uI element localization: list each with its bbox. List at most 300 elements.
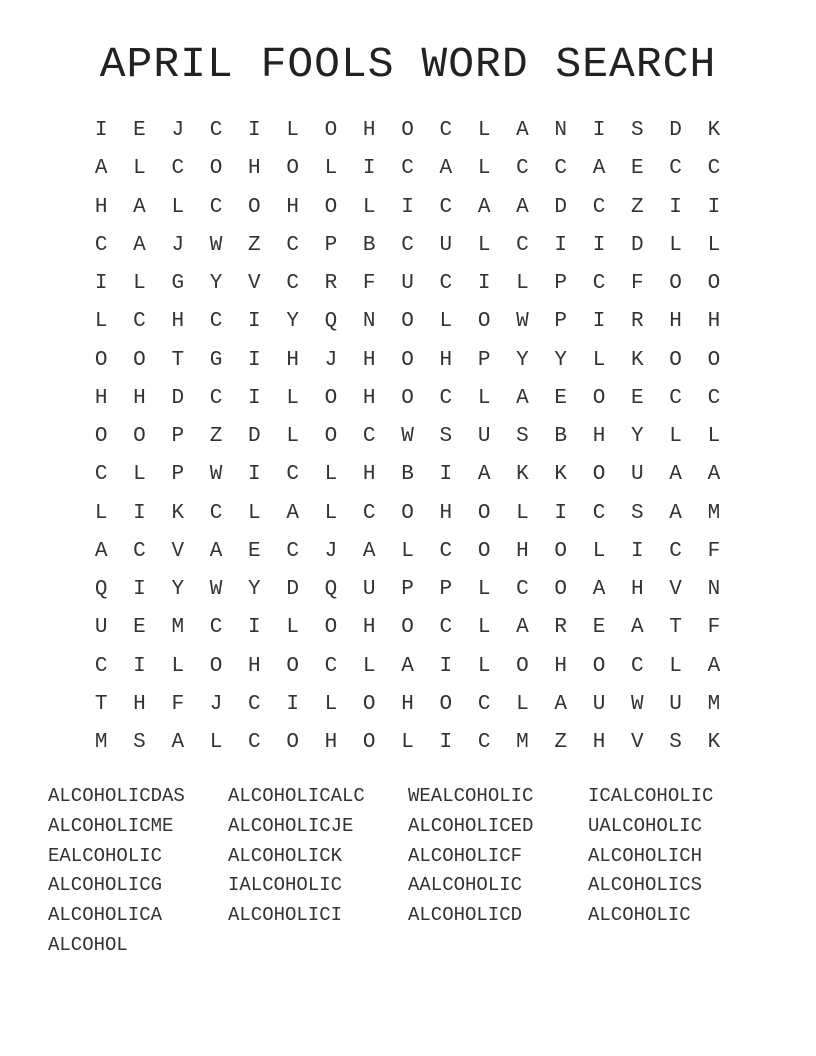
grid-letter[interactable]: P	[171, 463, 185, 487]
grid-letter[interactable]: L	[362, 195, 376, 219]
grid-letter[interactable]: F	[631, 272, 644, 295]
grid-letter[interactable]: L	[477, 157, 491, 181]
grid-letter[interactable]: Z	[554, 731, 568, 754]
grid-letter[interactable]: O	[324, 425, 338, 448]
grid-letter[interactable]: N	[554, 119, 568, 142]
grid-letter[interactable]: S	[669, 731, 682, 754]
grid-letter[interactable]: H	[286, 348, 299, 372]
grid-letter[interactable]: A	[554, 692, 568, 716]
grid-letter[interactable]: A	[477, 195, 491, 219]
grid-letter[interactable]: U	[362, 578, 376, 601]
grid-letter[interactable]: A	[94, 539, 108, 563]
word-list-item: ALCOHOLICG	[48, 874, 163, 897]
grid-letter[interactable]: D	[248, 425, 261, 448]
grid-letter[interactable]: C	[669, 539, 682, 563]
grid-letter[interactable]: S	[133, 731, 146, 754]
word-list-item: ALCOHOLICD	[408, 904, 523, 927]
grid-letter[interactable]: O	[94, 425, 108, 448]
grid-letter[interactable]: C	[248, 692, 261, 716]
grid-letter[interactable]: O	[707, 272, 721, 295]
grid-letter[interactable]: E	[592, 616, 606, 640]
grid-letter[interactable]: C	[362, 501, 376, 525]
grid-letter[interactable]: O	[439, 692, 453, 716]
grid-letter[interactable]: C	[286, 233, 299, 257]
grid-letter[interactable]: O	[401, 501, 414, 525]
grid-letter[interactable]: L	[171, 654, 185, 678]
grid-letter[interactable]: A	[94, 157, 108, 181]
grid-letter[interactable]: A	[592, 578, 606, 601]
grid-letter[interactable]: C	[94, 463, 108, 487]
grid-letter[interactable]: C	[439, 386, 453, 410]
grid-letter[interactable]: O	[286, 157, 299, 181]
grid-letter[interactable]: P	[439, 578, 453, 601]
grid-letter[interactable]: A	[362, 539, 376, 563]
grid-letter[interactable]: I	[592, 310, 606, 334]
grid-letter[interactable]: L	[94, 501, 108, 525]
grid-letter[interactable]: L	[133, 157, 146, 181]
word-list-item: ALCOHOLICJE	[228, 814, 354, 837]
grid-letter[interactable]: A	[707, 463, 721, 487]
grid-letter[interactable]: L	[477, 119, 491, 142]
word-list	[48, 782, 768, 961]
grid-letter[interactable]: O	[401, 310, 414, 334]
grid-letter[interactable]: W	[401, 425, 414, 448]
grid-letter[interactable]: L	[477, 616, 491, 640]
grid-letter[interactable]: L	[669, 233, 682, 257]
grid-letter[interactable]: C	[133, 539, 146, 563]
grid-letter[interactable]: S	[516, 425, 529, 448]
grid-letter[interactable]: I	[439, 654, 453, 678]
grid-letter[interactable]: C	[439, 616, 453, 640]
grid-letter[interactable]: W	[631, 692, 644, 716]
grid-letter[interactable]: O	[592, 654, 606, 678]
grid-letter[interactable]: E	[631, 157, 644, 181]
grid-letter[interactable]: L	[133, 272, 146, 295]
grid-letter[interactable]: L	[209, 731, 223, 754]
grid-letter[interactable]: H	[248, 157, 261, 181]
grid-letter[interactable]: B	[401, 463, 414, 487]
grid-letter[interactable]: O	[477, 501, 491, 525]
grid-letter[interactable]: T	[94, 692, 108, 716]
grid-letter[interactable]: D	[669, 119, 682, 142]
grid-letter[interactable]: R	[324, 272, 338, 295]
grid-letter[interactable]: C	[209, 310, 223, 334]
grid-letter[interactable]: M	[171, 616, 185, 640]
grid-letter[interactable]: E	[133, 119, 146, 142]
grid-letter[interactable]: C	[439, 195, 453, 219]
grid-letter[interactable]: C	[401, 233, 414, 257]
grid-letter[interactable]: G	[209, 348, 223, 372]
grid-letter[interactable]: H	[362, 386, 376, 410]
grid-letter[interactable]: H	[94, 195, 108, 219]
grid-letter[interactable]: I	[362, 157, 376, 181]
grid-letter[interactable]: C	[209, 386, 223, 410]
grid-letter[interactable]: C	[707, 386, 721, 410]
grid-letter[interactable]: T	[669, 616, 682, 640]
grid-letter[interactable]: O	[209, 654, 223, 678]
grid-letter[interactable]: O	[669, 272, 682, 295]
grid-letter[interactable]: L	[286, 119, 299, 142]
word-list-item: ALCOHOLICME	[48, 814, 174, 837]
grid-letter[interactable]: M	[94, 731, 108, 754]
grid-letter[interactable]: L	[707, 233, 721, 257]
grid-letter[interactable]: P	[401, 578, 414, 601]
grid-letter[interactable]: H	[248, 654, 261, 678]
grid-letter[interactable]: A	[171, 731, 185, 754]
grid-letter[interactable]: I	[477, 272, 491, 295]
grid-letter[interactable]: L	[477, 386, 491, 410]
grid-letter[interactable]: P	[324, 233, 338, 257]
grid-letter[interactable]: N	[707, 578, 721, 601]
grid-letter[interactable]: L	[669, 425, 682, 448]
grid-letter[interactable]: W	[516, 310, 529, 334]
grid-letter[interactable]: I	[133, 501, 146, 525]
grid-letter[interactable]: I	[94, 272, 108, 295]
grid-letter[interactable]: C	[362, 425, 376, 448]
grid-letter[interactable]: K	[554, 463, 568, 487]
grid-letter[interactable]: C	[209, 195, 223, 219]
grid-letter[interactable]: L	[324, 463, 338, 487]
grid-letter[interactable]: L	[401, 731, 414, 754]
grid-letter[interactable]: I	[554, 233, 568, 257]
grid-letter[interactable]: S	[439, 425, 453, 448]
grid-letter[interactable]: K	[707, 731, 721, 754]
grid-letter[interactable]: F	[707, 616, 721, 640]
grid-letter[interactable]: E	[133, 616, 146, 640]
grid-letter[interactable]: D	[171, 386, 185, 410]
grid-letter[interactable]: L	[286, 386, 299, 410]
grid-letter[interactable]: O	[554, 539, 568, 563]
grid-letter[interactable]: O	[209, 157, 223, 181]
grid-letter[interactable]: C	[516, 578, 529, 601]
grid-letter[interactable]: A	[286, 501, 299, 525]
grid-letter[interactable]: H	[324, 731, 338, 754]
grid-letter[interactable]: J	[209, 692, 223, 716]
grid-letter[interactable]: L	[286, 616, 299, 640]
word-list-item: ALCOHOLICALC	[228, 785, 365, 807]
grid-letter[interactable]: C	[171, 157, 185, 181]
grid-letter[interactable]: V	[248, 272, 261, 295]
grid-letter[interactable]: O	[324, 119, 338, 142]
grid-letter[interactable]: M	[516, 731, 529, 754]
grid-letter[interactable]: S	[631, 501, 644, 525]
grid-letter[interactable]: H	[707, 310, 721, 334]
grid-letter[interactable]: O	[94, 348, 108, 372]
grid-letter[interactable]: D	[554, 195, 568, 219]
grid-letter[interactable]: L	[324, 157, 338, 181]
grid-letter[interactable]: I	[248, 386, 261, 410]
grid-letter[interactable]: I	[439, 731, 453, 754]
grid-letter[interactable]: Q	[324, 578, 338, 601]
grid-letter[interactable]: H	[631, 578, 644, 601]
grid-letter[interactable]: D	[631, 233, 644, 257]
grid-letter[interactable]: O	[669, 348, 682, 372]
grid-letter[interactable]: I	[248, 463, 261, 487]
grid-letter[interactable]: C	[94, 654, 108, 678]
grid-letter[interactable]: T	[171, 348, 185, 372]
grid-letter[interactable]: V	[171, 539, 185, 563]
grid-letter[interactable]: Z	[209, 425, 223, 448]
grid-letter[interactable]: Y	[516, 348, 529, 372]
grid-letter[interactable]: U	[401, 272, 414, 295]
grid-letter[interactable]: O	[362, 692, 376, 716]
grid-letter[interactable]: I	[401, 195, 414, 219]
grid-letter[interactable]: L	[133, 463, 146, 487]
grid-letter[interactable]: A	[707, 654, 721, 678]
grid-letter[interactable]: B	[362, 233, 376, 257]
grid-letter[interactable]: L	[362, 654, 376, 678]
grid-letter[interactable]: H	[171, 310, 185, 334]
grid-letter[interactable]: A	[669, 501, 682, 525]
grid-letter[interactable]: C	[209, 501, 223, 525]
grid-letter[interactable]: V	[631, 731, 644, 754]
grid-letter[interactable]: N	[362, 310, 376, 334]
grid-letter[interactable]: O	[401, 119, 414, 142]
grid-letter[interactable]: C	[248, 731, 261, 754]
grid-letter[interactable]: J	[324, 539, 338, 563]
word-list-item: ALCOHOLIC	[588, 904, 691, 927]
grid-letter[interactable]: M	[707, 692, 721, 716]
grid-letter[interactable]: C	[669, 386, 682, 410]
grid-letter[interactable]: A	[133, 195, 146, 219]
grid-letter[interactable]: A	[631, 616, 644, 640]
grid-letter[interactable]: C	[324, 654, 338, 678]
grid-letter[interactable]: H	[516, 539, 529, 563]
grid-letter[interactable]: A	[516, 195, 529, 219]
grid-letter[interactable]: O	[477, 539, 491, 563]
grid-letter[interactable]: A	[477, 463, 491, 487]
grid-letter[interactable]: H	[133, 692, 146, 716]
grid-letter[interactable]: U	[592, 692, 606, 716]
grid-letter[interactable]: H	[439, 348, 453, 372]
grid-letter[interactable]: M	[707, 501, 721, 525]
grid-letter[interactable]: C	[94, 233, 108, 257]
grid-letter[interactable]: P	[477, 348, 491, 372]
grid-letter[interactable]: H	[669, 310, 682, 334]
grid-letter[interactable]: L	[669, 654, 682, 678]
grid-letter[interactable]: I	[707, 195, 721, 219]
grid-letter[interactable]: L	[477, 233, 491, 257]
grid-letter[interactable]: Y	[554, 348, 568, 372]
grid-letter[interactable]: I	[631, 539, 644, 563]
grid-letter[interactable]: A	[133, 233, 146, 257]
grid-letter[interactable]: H	[554, 654, 568, 678]
grid-letter[interactable]: H	[362, 616, 376, 640]
grid-letter[interactable]: I	[592, 119, 606, 142]
grid-letter[interactable]: O	[554, 578, 568, 601]
grid-letter[interactable]: C	[209, 616, 223, 640]
grid-letter[interactable]: H	[94, 386, 108, 410]
grid-letter[interactable]: P	[554, 272, 568, 295]
grid-letter[interactable]: H	[401, 692, 414, 716]
grid-letter[interactable]: G	[171, 272, 185, 295]
grid-letter[interactable]: Q	[94, 578, 108, 601]
grid-letter[interactable]: H	[592, 731, 606, 754]
grid-letter[interactable]: L	[707, 425, 721, 448]
grid-letter[interactable]: U	[477, 425, 491, 448]
grid-letter[interactable]: O	[707, 348, 721, 372]
grid-letter[interactable]: U	[669, 692, 682, 716]
grid-letter[interactable]: J	[171, 119, 185, 142]
grid-letter[interactable]: C	[592, 501, 606, 525]
grid-letter[interactable]: Z	[248, 233, 261, 257]
grid-letter[interactable]: E	[554, 386, 568, 410]
grid-letter[interactable]: U	[94, 616, 108, 640]
grid-letter[interactable]: O	[362, 731, 376, 754]
grid-letter[interactable]: O	[286, 654, 299, 678]
grid-letter[interactable]: Y	[171, 578, 185, 601]
grid-letter[interactable]: C	[631, 654, 644, 678]
grid-letter[interactable]: O	[324, 616, 338, 640]
word-list-item: ICALCOHOLIC	[588, 785, 714, 807]
grid-letter[interactable]: R	[554, 616, 568, 640]
grid-letter[interactable]: C	[439, 539, 453, 563]
grid-letter[interactable]: E	[248, 539, 261, 563]
grid-letter[interactable]: O	[401, 616, 414, 640]
grid-letter[interactable]: C	[592, 272, 606, 295]
grid-letter[interactable]: W	[209, 578, 223, 601]
grid-letter[interactable]: O	[592, 386, 606, 410]
grid-letter[interactable]: Z	[631, 195, 644, 219]
grid-letter[interactable]: F	[362, 272, 376, 295]
grid-letter[interactable]: K	[631, 348, 644, 372]
grid-letter[interactable]: I	[669, 195, 682, 219]
grid-letter[interactable]: C	[516, 233, 529, 257]
grid-letter[interactable]: I	[248, 119, 261, 142]
grid-letter[interactable]: C	[669, 157, 682, 181]
grid-letter[interactable]: O	[324, 195, 338, 219]
grid-letter[interactable]: L	[477, 578, 491, 601]
grid-letter[interactable]: C	[439, 272, 453, 295]
grid-letter[interactable]: C	[401, 157, 414, 181]
grid-letter[interactable]: O	[133, 425, 146, 448]
grid-letter[interactable]: C	[477, 692, 491, 716]
grid-letter[interactable]: I	[592, 233, 606, 257]
grid-letter[interactable]: L	[516, 692, 529, 716]
grid-letter[interactable]: I	[554, 501, 568, 525]
grid-letter[interactable]: O	[286, 731, 299, 754]
grid-letter[interactable]: H	[286, 195, 299, 219]
grid-letter[interactable]: I	[133, 654, 146, 678]
grid-letter[interactable]: I	[248, 616, 261, 640]
grid-letter[interactable]: A	[401, 654, 414, 678]
grid-letter[interactable]: D	[286, 578, 299, 601]
grid-letter[interactable]: L	[516, 272, 529, 295]
grid-letter[interactable]: C	[286, 539, 299, 563]
grid-letter[interactable]: H	[439, 501, 453, 525]
grid-letter[interactable]: O	[324, 386, 338, 410]
grid-letter[interactable]: L	[592, 539, 606, 563]
grid-letter[interactable]: A	[516, 386, 529, 410]
grid-letter[interactable]: O	[516, 654, 529, 678]
grid-letter[interactable]: L	[171, 195, 185, 219]
grid-letter[interactable]: I	[248, 348, 261, 372]
grid-letter[interactable]: A	[209, 539, 223, 563]
grid-letter[interactable]: L	[324, 501, 338, 525]
grid-letter[interactable]: V	[669, 578, 682, 601]
grid-letter[interactable]: C	[286, 272, 299, 295]
grid-letter[interactable]: U	[631, 463, 644, 487]
grid-letter[interactable]: L	[286, 425, 299, 448]
grid-letter[interactable]: A	[516, 119, 529, 142]
grid-letter[interactable]: J	[171, 233, 185, 257]
grid-letter[interactable]: A	[669, 463, 682, 487]
grid-letter[interactable]: Q	[324, 310, 338, 334]
grid-letter[interactable]: C	[133, 310, 146, 334]
grid-letter[interactable]: H	[362, 348, 376, 372]
grid-letter[interactable]: K	[707, 119, 721, 142]
grid-letter[interactable]: C	[516, 157, 529, 181]
grid-letter[interactable]: P	[171, 425, 185, 448]
grid-letter[interactable]: I	[286, 692, 299, 716]
grid-letter[interactable]: R	[631, 310, 644, 334]
grid-letter[interactable]: E	[631, 386, 644, 410]
grid-letter[interactable]: C	[286, 463, 299, 487]
grid-letter[interactable]: Y	[248, 578, 261, 601]
grid-letter[interactable]: L	[94, 310, 108, 334]
grid-letter[interactable]: L	[516, 501, 529, 525]
grid-letter[interactable]: C	[554, 157, 568, 181]
grid-letter[interactable]: Y	[631, 425, 644, 448]
grid-letter[interactable]: S	[631, 119, 644, 142]
grid-letter[interactable]: B	[554, 425, 568, 448]
grid-letter[interactable]: W	[209, 233, 223, 257]
grid-letter[interactable]: K	[516, 463, 529, 487]
grid-letter[interactable]: I	[248, 310, 261, 334]
grid-letter[interactable]: K	[171, 501, 185, 525]
grid-letter[interactable]: O	[133, 348, 146, 372]
grid-letter[interactable]: P	[554, 310, 568, 334]
grid-letter[interactable]: L	[477, 654, 491, 678]
grid-letter[interactable]: O	[477, 310, 491, 334]
word-list-item: ALCOHOLICH	[588, 844, 703, 867]
grid-letter[interactable]: I	[439, 463, 453, 487]
grid-letter[interactable]: C	[209, 119, 223, 142]
grid-letter[interactable]: W	[209, 463, 223, 487]
grid-letter[interactable]: O	[401, 386, 414, 410]
grid-letter[interactable]: A	[516, 616, 529, 640]
grid-letter[interactable]: L	[439, 310, 453, 334]
grid-letter[interactable]: O	[592, 463, 606, 487]
grid-letter[interactable]: Y	[286, 310, 299, 334]
grid-letter[interactable]: U	[439, 233, 453, 257]
grid-letter[interactable]: H	[133, 386, 146, 410]
grid-letter[interactable]: L	[248, 501, 261, 525]
grid-letter[interactable]: I	[133, 578, 146, 601]
word-list-item: IALCOHOLIC	[228, 874, 343, 897]
grid-letter[interactable]: O	[401, 348, 414, 372]
grid-letter[interactable]: C	[592, 195, 606, 219]
grid-letter[interactable]: H	[362, 463, 376, 487]
grid-letter[interactable]: C	[477, 731, 491, 754]
grid-letter[interactable]: I	[94, 119, 108, 142]
grid-letter[interactable]: C	[707, 157, 721, 181]
grid-letter[interactable]: L	[401, 539, 414, 563]
grid-letter[interactable]: H	[362, 119, 376, 142]
grid-letter[interactable]: F	[707, 539, 721, 563]
grid-letter[interactable]: A	[592, 157, 606, 181]
grid-letter[interactable]: H	[592, 425, 606, 448]
grid-letter[interactable]: A	[439, 157, 453, 181]
grid-letter[interactable]: J	[324, 348, 338, 372]
grid-letter[interactable]: L	[592, 348, 606, 372]
grid-letter[interactable]: C	[439, 119, 453, 142]
grid-letter[interactable]: L	[324, 692, 338, 716]
word-list-item: ALCOHOLICK	[228, 844, 343, 867]
grid-letter[interactable]: Y	[209, 272, 223, 295]
grid-letter[interactable]: F	[171, 692, 185, 716]
grid-letter[interactable]: O	[248, 195, 261, 219]
